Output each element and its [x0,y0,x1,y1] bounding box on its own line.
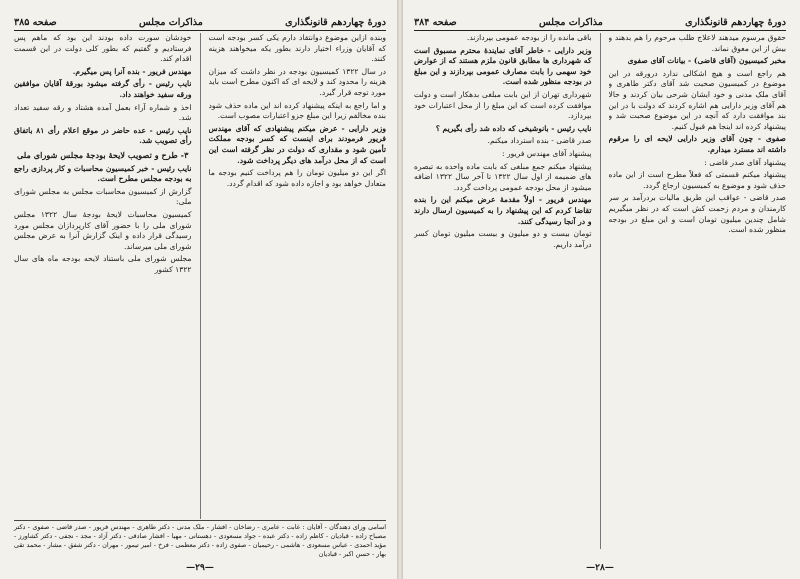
paragraph: و اما راجع به اینکه پیشنهاد کرده اند این ماده حذف شود بنده مخالفم زیرا این مبلغ جزو اعتبارات مصوب است. [208,100,386,121]
paragraph: پیشنهاد آقای صدر قاضی : [704,157,786,167]
paragraph: اگر این دو میلیون تومان را هم پرداخت کنیم بودجه ما متعادل خواهد بود و اجازه داده شود که اقدام گردد. [208,168,386,188]
paragraph: پیشنهاد میکنم جمع مبلغی که بابت ماده واحده به تبصره های ضمیمه از اول سال ۱۳۲۲ تا آخر سال ۱۳۲۲ اضافه میشود از محل بودجه عمومی پرداخت گردد. [414,161,592,192]
paragraph: پیشنهاد آقای مهندس فریور : [501,148,592,158]
voter-roster: اسامی ورای دهندگان - آقایان : غابت - عامری - رضاخان - افشار - ملک مدنی - دکتر طاهری - مهندس فریور - صدر قاضی - صفوی - دکتر مصباح زاده - قبادیان - کاظم زاده - دکتر عبده - جواد مسعودی - دهستانی - مهیا - افشار صادقی - دکتر آزاد - مجد - نجفی - دکتر کشاورز - مؤید احمدی - عباس مسعودی - هاشمی - رحیمیان - صفوی زاده - دکتر معظمی - فرخ - امیر تیمور - مهران - دکتر شفق - مشار - محمد تقی بهار - حسن اکبر - قبادیان [14,523,386,558]
right-header-page: صفحه ۳۸۴ [414,17,457,28]
paragraph: شهرداری تهران از این بابت مبلغی بدهکار است و دولت موافقت کرده است که این مبلغ را از محل اعتبارات خود بپردازد. [414,89,592,121]
right-page-number: —۲۸— [586,563,614,573]
paragraph: نایب رئیس - رأی گرفته میشود بورقهٔ آقایان موافقین ورقه سفید خواهند داد. [14,79,192,99]
right-page-header [414,10,786,31]
right-page [400,0,800,579]
section-heading: ۳- طرح و تصویب لایحهٔ بودجهٔ مجلس شورای ملی [16,149,189,160]
paragraph: وزیر دارایی - خاطر آقای نمایندهٔ محترم مسبوق است که شهرداری ها مطابق قانون ملزم هستند که از عوارض خود سهمی را بابت مصارف عمومی بپردازند و این مبلغ در بودجه منظور شده است. [414,45,592,87]
left-header-title: دورهٔ چهاردهم قانونگذاری [285,17,386,28]
paragraph: پیشنهاد میکنم قسمتی که فعلاً مطرح است از این ماده حذف شود و موضوع به کمیسیون ارجاع گردد. [608,170,786,190]
paragraph: کمیسیون محاسبات لایحهٔ بودجهٔ سال ۱۳۲۲ مجلس شورای ملی را با حضور آقای کارپردازان مجلس مورد رسیدگی قرار داده و اینک گزارش آنرا به عرض مجلس شورای ملی میرساند. [14,209,192,251]
paragraph: مهندس فریور - اولاً مقدمهٔ عرض میکنم این را بنده تقاضا کردم که این پیشنهاد را به کمیسیون ارسال دارند و در آنجا رسیدگی کنند. [414,195,592,226]
paragraph: گزارش از کمیسیون محاسبات مجلس به مجلس شورای ملی: [14,186,192,207]
paragraph: وبنده ازاین موضوع دوانتقاد دارم یکی کسر بودجه است که آقایان وزراء اختیار دارند بطور یکه میخواهند هزینه کنند. [208,33,386,64]
paragraph: حقوق مرسوم میدهند لاعلاج طلب مرحوم را هم بدهند و بیش از این معوق نماند. [608,33,786,53]
left-page-right-column [209,33,387,519]
right-page-left-column [414,33,592,549]
right-page-right-column [609,33,787,549]
paragraph: صدر قاضی - بنده استرداد میکنم. [487,136,592,146]
paragraph: هم راجع است و هیچ اشکالی ندارد درورقه در این موضوع در کمیسیون صحبت شد آقای دکتر طاهری و آقای ملک مدنی و خود ایشان شرحی بیان کردند و حالا هم آقای وزیر دارایی هم اشاره کردند که دولت با در این بند موافقت دارد که آنچه در این موضوع صحبت شد و پیشنهاد کرده اند اینجا هم قبول کنیم. [608,68,786,131]
paragraph: مخبر کمیسیون (آقای قاضی) - بیانات آقای صفوی [627,56,786,66]
left-page-left-column [14,33,192,519]
column-divider [200,33,201,519]
paragraph: اخذ و شماره آراء بعمل آمده هشتاد و رقه سفید تعداد شد. [14,102,192,123]
left-page-header [14,10,386,31]
paragraph: مهندس فریور - بنده آنرا پس میگیرم. [72,66,192,76]
right-header-center: مذاکرات مجلس [539,17,603,28]
paragraph: خودشان سورت داده بودند این بود که ماهم پس فرستادیم و گفتیم که بطور کلی دولت در این قسمت اقدام کند. [14,33,192,64]
left-header-page: صفحه ۳۸۵ [14,17,57,28]
paragraph: صدر قاضی - عواقب این طریق مالیات بردرآمد بر سر کارمندان و مردم زحمت کش است که در نظر میگیریم شامل چندین میلیون تومان است و این مبلغ در بودجه منظور شده است. [608,193,786,235]
paragraph: نایب رئیس - بانوشیخی که داده شد رأی بگیریم ؟ [435,123,592,133]
left-footer-rule [14,520,386,521]
paragraph: مجلس شورای ملی باستناد لایحه بودجه ماه های سال ۱۳۲۲ کشور [14,254,192,274]
left-header-center: مذاکرات مجلس [139,17,203,28]
left-page-number: —۲۹— [186,563,214,573]
paragraph: تومان بیست و دو میلیون و بیست میلیون تومان کسر درآمد داریم. [414,229,592,249]
paragraph: نایب رئیس - عده حاضر در موقع اعلام رأی ۸۱ باتفاق رأی تصویب شد. [14,125,192,146]
paragraph: باقی مانده را از بودجه عمومی بپردازند. [466,33,592,42]
paragraph: نایب رئیس - خبر کمیسیون محاسبات و کار پردازی راجع به بودجه مجلس مطرح است. [14,163,192,184]
paragraph: صفوی - چون آقای وزیر دارایی لایحه ای را مرقوم داشته اند مسترد میدارم. [608,134,786,154]
right-page-columns [414,33,786,549]
left-page-columns [14,33,386,519]
paragraph: در سال ۱۳۲۲ کمیسیون بودجه در نظر داشت که میزان هزینه را محدود کند و لایحه ای که اکنون مطرح است باید مورد توجه قرار گیرد. [208,66,386,97]
paragraph: وزیر دارایی - عرض میکنم پیشنهادی که آقای مهندس فریور فرمودند برای اینست که کسر بودجه مملکت تأمین شود و مقداری که دولت در نظر گرفته است این است که از محل درآمد های دیگر پرداخت شود. [208,123,386,165]
column-divider [600,33,601,549]
right-header-title: دورهٔ چهاردهم قانونگذاری [685,17,786,28]
